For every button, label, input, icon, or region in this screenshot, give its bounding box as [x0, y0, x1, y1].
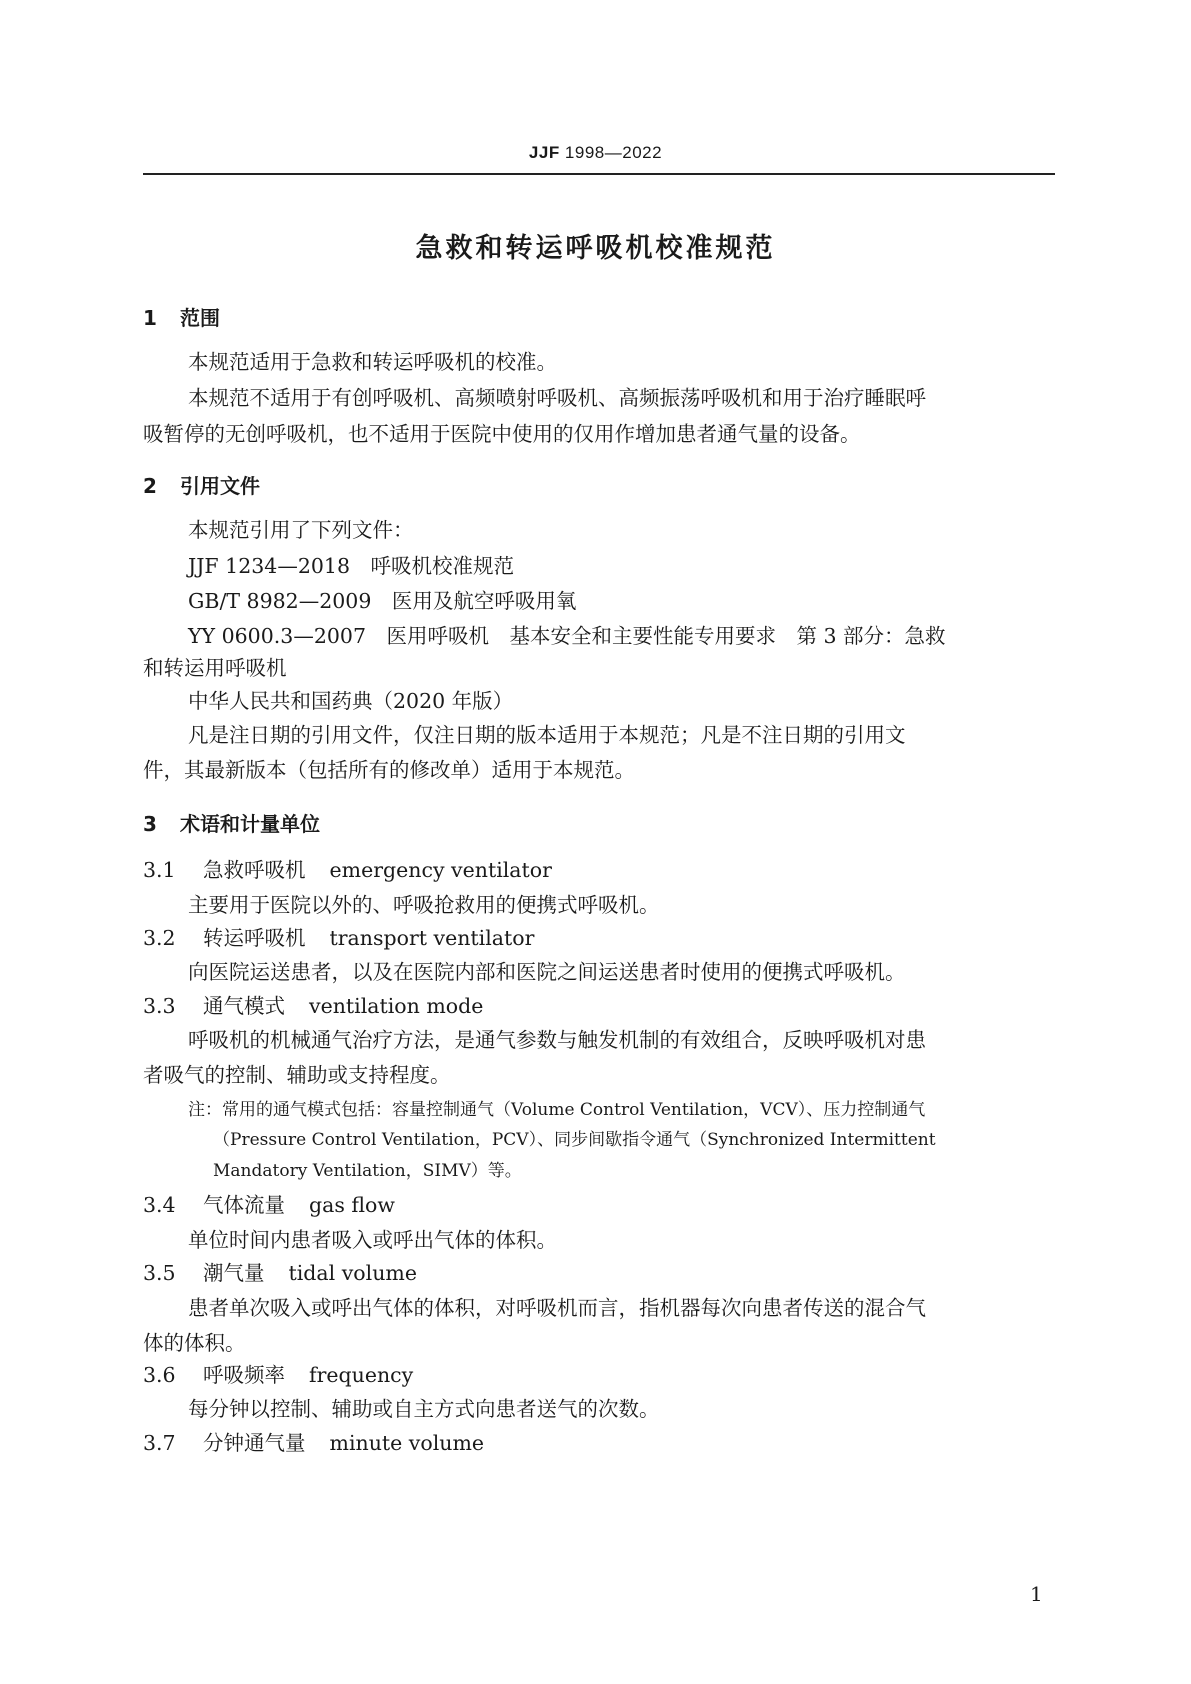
term-chinese: 急救呼吸机: [203, 858, 306, 882]
term-3-2: [143, 925, 1055, 951]
paragraph: 本规范适用于急救和转运呼吸机的校准。: [188, 350, 557, 374]
document-title: 急救和转运呼吸机校准规范: [415, 233, 776, 264]
standard-code-number: 1998—2022: [559, 143, 663, 162]
term-number: 3.3: [143, 994, 176, 1018]
section-number: 3: [143, 812, 157, 836]
term-3-3: [143, 993, 1055, 1019]
term-english: frequency: [309, 1363, 414, 1387]
term-number: 3.7: [143, 1431, 176, 1455]
term-chinese: 通气模式: [203, 994, 285, 1018]
section-1-heading: [143, 302, 220, 331]
term-definition-line: 患者单次吸入或呼出气体的体积，对呼吸机而言，指机器每次向患者传送的混合气: [188, 1296, 926, 1320]
term-english: gas flow: [309, 1193, 395, 1217]
section-title: 范围: [180, 306, 220, 330]
term-definition: 每分钟以控制、辅助或自主方式向患者送气的次数。: [188, 1397, 660, 1421]
term-definition-line: 呼吸机的机械通气治疗方法，是通气参数与触发机制的有效组合，反映呼吸机对患: [188, 1028, 926, 1052]
section-title: 术语和计量单位: [180, 812, 320, 836]
term-3-6: [143, 1362, 1055, 1388]
paragraph-line: 吸暂停的无创呼吸机，也不适用于医院中使用的仅用作增加患者通气量的设备。: [143, 422, 861, 446]
reference-item: JJF 1234—2018 呼吸机校准规范: [188, 554, 515, 578]
term-definition: 主要用于医院以外的、呼吸抢救用的便携式呼吸机。: [188, 893, 660, 917]
term-english: ventilation mode: [309, 994, 484, 1018]
term-number: 3.6: [143, 1363, 176, 1387]
term-chinese: 潮气量: [203, 1261, 265, 1285]
note-line: Mandatory Ventilation，SIMV）等。: [213, 1161, 522, 1181]
term-number: 3.1: [143, 858, 176, 882]
reference-item: YY 0600.3—2007 医用呼吸机 基本安全和主要性能专用要求 第 3 部分：急救: [188, 624, 946, 648]
section-title: 引用文件: [180, 474, 260, 498]
term-english: emergency ventilator: [329, 858, 552, 882]
term-definition: 单位时间内患者吸入或呼出气体的体积。: [188, 1228, 557, 1252]
section-2-heading: [143, 470, 260, 499]
reference-item: GB/T 8982—2009 医用及航空呼吸用氧: [188, 589, 577, 613]
page-number: 1: [1030, 1582, 1043, 1606]
term-3-5: [143, 1260, 1055, 1286]
term-number: 3.4: [143, 1193, 176, 1217]
note-line: （Pressure Control Ventilation，PCV）、同步间歇指令通气（Synchronized Intermittent: [213, 1130, 936, 1150]
section-number: 1: [143, 306, 157, 330]
paragraph: 本规范引用了下列文件：: [188, 518, 414, 542]
note-line: 注：常用的通气模式包括：容量控制通气（Volume Control Ventilation，VCV）、压力控制通气: [188, 1100, 926, 1120]
term-definition-line: 者吸气的控制、辅助或支持程度。: [143, 1063, 451, 1087]
reference-item: 中华人民共和国药典（2020 年版）: [188, 689, 514, 713]
term-number: 3.2: [143, 926, 176, 950]
standard-code-header: [0, 143, 1191, 163]
term-english: minute volume: [329, 1431, 485, 1455]
term-number: 3.5: [143, 1261, 176, 1285]
standard-code-prefix: JJF: [528, 143, 560, 162]
term-3-7: [143, 1430, 1055, 1456]
term-chinese: 呼吸频率: [203, 1363, 285, 1387]
term-chinese: 转运呼吸机: [203, 926, 306, 950]
term-3-1: [143, 857, 1055, 883]
term-english: tidal volume: [288, 1261, 417, 1285]
paragraph-line: 凡是注日期的引用文件，仅注日期的版本适用于本规范；凡是不注日期的引用文: [188, 723, 906, 747]
term-3-4: [143, 1192, 1055, 1218]
term-definition: 向医院运送患者，以及在医院内部和医院之间运送患者时使用的便携式呼吸机。: [188, 960, 906, 984]
section-number: 2: [143, 474, 157, 498]
paragraph-line: 本规范不适用于有创呼吸机、高频喷射呼吸机、高频振荡呼吸机和用于治疗睡眠呼: [188, 386, 926, 410]
term-definition-line: 体的体积。: [143, 1331, 246, 1355]
header-rule: [143, 173, 1055, 175]
term-chinese: 气体流量: [203, 1193, 285, 1217]
term-english: transport ventilator: [329, 926, 535, 950]
reference-item-continued: 和转运用呼吸机: [143, 656, 287, 680]
paragraph-line: 件，其最新版本（包括所有的修改单）适用于本规范。: [143, 758, 635, 782]
term-chinese: 分钟通气量: [203, 1431, 306, 1455]
section-3-heading: [143, 808, 320, 837]
